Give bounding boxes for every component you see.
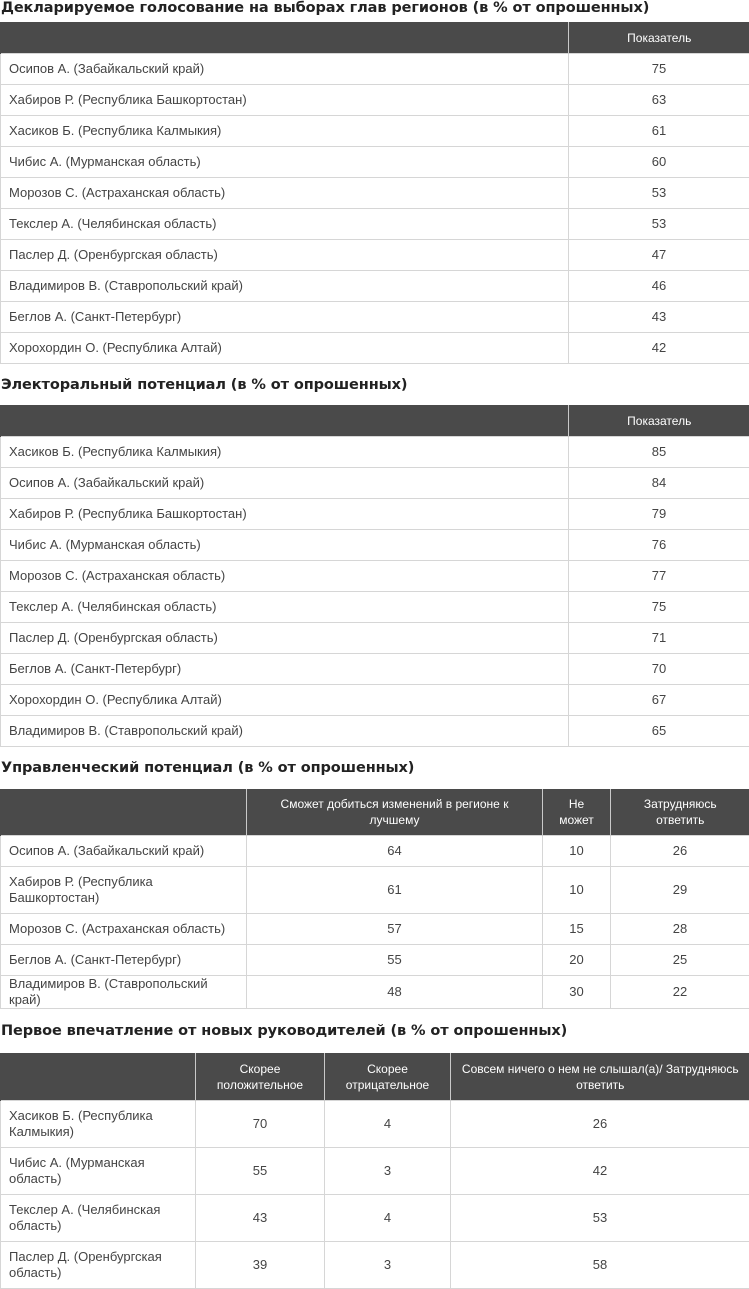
value-cell: 10: [543, 867, 611, 914]
header-column-1: Показатель: [569, 405, 749, 437]
value-cell: 85: [569, 437, 749, 468]
value-cell: 84: [569, 468, 749, 499]
value-cell: 65: [569, 716, 749, 747]
candidate-name-cell: Владимиров В. (Ставропольский край): [1, 976, 247, 1009]
candidate-name-cell: Паслер Д. (Оренбургская область): [1, 623, 569, 654]
header-column-3: Совсем ничего о нем не слышал(а)/ Затрудняюсь ответить: [451, 1053, 749, 1101]
candidate-name-cell: Чибис А. (Мурманская область): [1, 1148, 196, 1195]
value-cell: 60: [569, 147, 749, 178]
value-cell: 22: [611, 976, 749, 1009]
value-cell: 3: [325, 1242, 451, 1289]
section-title-declared-voting: Декларируемое голосование на выборах глав регионов (в % от опрошенных): [0, 0, 749, 22]
value-cell: 55: [247, 945, 543, 976]
table-electoral-potential: [0, 405, 749, 747]
value-cell: 61: [569, 116, 749, 147]
value-cell: 10: [543, 836, 611, 867]
section-first-impression: [0, 1009, 749, 1289]
header-column-3: Затрудняюсь ответить: [611, 789, 749, 836]
table-row: [1, 945, 749, 976]
candidate-name-cell: Морозов С. (Астраханская область): [1, 914, 247, 945]
value-cell: 43: [569, 302, 749, 333]
candidate-name-cell: Владимиров В. (Ставропольский край): [1, 716, 569, 747]
header-column-1: Скорее положительное: [196, 1053, 325, 1101]
header-column-1: Сможет добиться изменений в регионе к лучшему: [247, 789, 543, 836]
candidate-name-cell: Хасиков Б. (Республика Калмыкия): [1, 116, 569, 147]
candidate-name-cell: Чибис А. (Мурманская область): [1, 147, 569, 178]
table-row: [1, 240, 749, 271]
value-cell: 15: [543, 914, 611, 945]
section-title-management-potential: Управленческий потенциал (в % от опрошенных): [0, 747, 749, 789]
header-name-column: [1, 405, 569, 437]
table-row: [1, 1242, 749, 1289]
value-cell: 4: [325, 1101, 451, 1148]
candidate-name-cell: Хорохордин О. (Республика Алтай): [1, 333, 569, 364]
table-row: [1, 836, 749, 867]
value-cell: 79: [569, 499, 749, 530]
value-cell: 25: [611, 945, 749, 976]
table-row: [1, 116, 749, 147]
table-header-row: [1, 789, 749, 836]
value-cell: 47: [569, 240, 749, 271]
value-cell: 30: [543, 976, 611, 1009]
value-cell: 29: [611, 867, 749, 914]
value-cell: 63: [569, 85, 749, 116]
value-cell: 20: [543, 945, 611, 976]
value-cell: 71: [569, 623, 749, 654]
table-row: [1, 271, 749, 302]
value-cell: 26: [451, 1101, 749, 1148]
section-management-potential: [0, 747, 749, 1009]
table-row: [1, 85, 749, 116]
table-row: [1, 333, 749, 364]
header-column-2: Не может: [543, 789, 611, 836]
table-row: [1, 1195, 749, 1242]
candidate-name-cell: Хорохордин О. (Республика Алтай): [1, 685, 569, 716]
section-electoral-potential: [0, 364, 749, 747]
table-row: [1, 685, 749, 716]
value-cell: 4: [325, 1195, 451, 1242]
value-cell: 64: [247, 836, 543, 867]
table-row: [1, 623, 749, 654]
candidate-name-cell: Хасиков Б. (Республика Калмыкия): [1, 1101, 196, 1148]
header-name-column: [1, 789, 247, 836]
candidate-name-cell: Беглов А. (Санкт-Петербург): [1, 654, 569, 685]
value-cell: 53: [451, 1195, 749, 1242]
value-cell: 53: [569, 209, 749, 240]
candidate-name-cell: Осипов А. (Забайкальский край): [1, 836, 247, 867]
table-header-row: [1, 22, 749, 54]
value-cell: 42: [569, 333, 749, 364]
table-row: [1, 867, 749, 914]
value-cell: 76: [569, 530, 749, 561]
value-cell: 61: [247, 867, 543, 914]
value-cell: 55: [196, 1148, 325, 1195]
table-header-row: [1, 1053, 749, 1101]
table-row: [1, 1148, 749, 1195]
value-cell: 75: [569, 592, 749, 623]
section-title-first-impression: Первое впечатление от новых руководителей (в % от опрошенных): [0, 1009, 749, 1053]
table-row: [1, 914, 749, 945]
candidate-name-cell: Осипов А. (Забайкальский край): [1, 468, 569, 499]
value-cell: 70: [569, 654, 749, 685]
candidate-name-cell: Хабиров Р. (Республика Башкортостан): [1, 499, 569, 530]
candidate-name-cell: Текслер А. (Челябинская область): [1, 209, 569, 240]
table-row: [1, 437, 749, 468]
value-cell: 48: [247, 976, 543, 1009]
value-cell: 67: [569, 685, 749, 716]
candidate-name-cell: Хабиров Р. (Республика Башкортостан): [1, 85, 569, 116]
value-cell: 39: [196, 1242, 325, 1289]
candidate-name-cell: Текслер А. (Челябинская область): [1, 592, 569, 623]
table-management-potential: [0, 789, 749, 1009]
table-row: [1, 592, 749, 623]
table-row: [1, 654, 749, 685]
value-cell: 28: [611, 914, 749, 945]
value-cell: 3: [325, 1148, 451, 1195]
table-row: [1, 530, 749, 561]
table-first-impression: [0, 1053, 749, 1289]
value-cell: 70: [196, 1101, 325, 1148]
header-column-2: Скорее отрицательное: [325, 1053, 451, 1101]
section-declared-voting: [0, 0, 749, 364]
table-row: [1, 302, 749, 333]
section-title-electoral-potential: Электоральный потенциал (в % от опрошенных): [0, 364, 749, 405]
value-cell: 57: [247, 914, 543, 945]
table-row: [1, 209, 749, 240]
candidate-name-cell: Морозов С. (Астраханская область): [1, 178, 569, 209]
candidate-name-cell: Беглов А. (Санкт-Петербург): [1, 945, 247, 976]
header-name-column: [1, 22, 569, 54]
header-name-column: [1, 1053, 196, 1101]
value-cell: 53: [569, 178, 749, 209]
candidate-name-cell: Хасиков Б. (Республика Калмыкия): [1, 437, 569, 468]
value-cell: 75: [569, 54, 749, 85]
table-declared-voting: [0, 22, 749, 364]
table-row: [1, 561, 749, 592]
candidate-name-cell: Морозов С. (Астраханская область): [1, 561, 569, 592]
value-cell: 46: [569, 271, 749, 302]
candidate-name-cell: Текслер А. (Челябинская область): [1, 1195, 196, 1242]
table-header-row: [1, 405, 749, 437]
candidate-name-cell: Владимиров В. (Ставропольский край): [1, 271, 569, 302]
value-cell: 58: [451, 1242, 749, 1289]
candidate-name-cell: Беглов А. (Санкт-Петербург): [1, 302, 569, 333]
table-row: [1, 147, 749, 178]
candidate-name-cell: Паслер Д. (Оренбургская область): [1, 1242, 196, 1289]
candidate-name-cell: Паслер Д. (Оренбургская область): [1, 240, 569, 271]
candidate-name-cell: Чибис А. (Мурманская область): [1, 530, 569, 561]
value-cell: 77: [569, 561, 749, 592]
table-row: [1, 716, 749, 747]
value-cell: 26: [611, 836, 749, 867]
value-cell: 43: [196, 1195, 325, 1242]
table-row: [1, 976, 749, 1009]
value-cell: 42: [451, 1148, 749, 1195]
table-row: [1, 499, 749, 530]
table-row: [1, 54, 749, 85]
table-row: [1, 1101, 749, 1148]
header-column-1: Показатель: [569, 22, 749, 54]
table-row: [1, 178, 749, 209]
candidate-name-cell: Хабиров Р. (Республика Башкортостан): [1, 867, 247, 914]
candidate-name-cell: Осипов А. (Забайкальский край): [1, 54, 569, 85]
table-row: [1, 468, 749, 499]
